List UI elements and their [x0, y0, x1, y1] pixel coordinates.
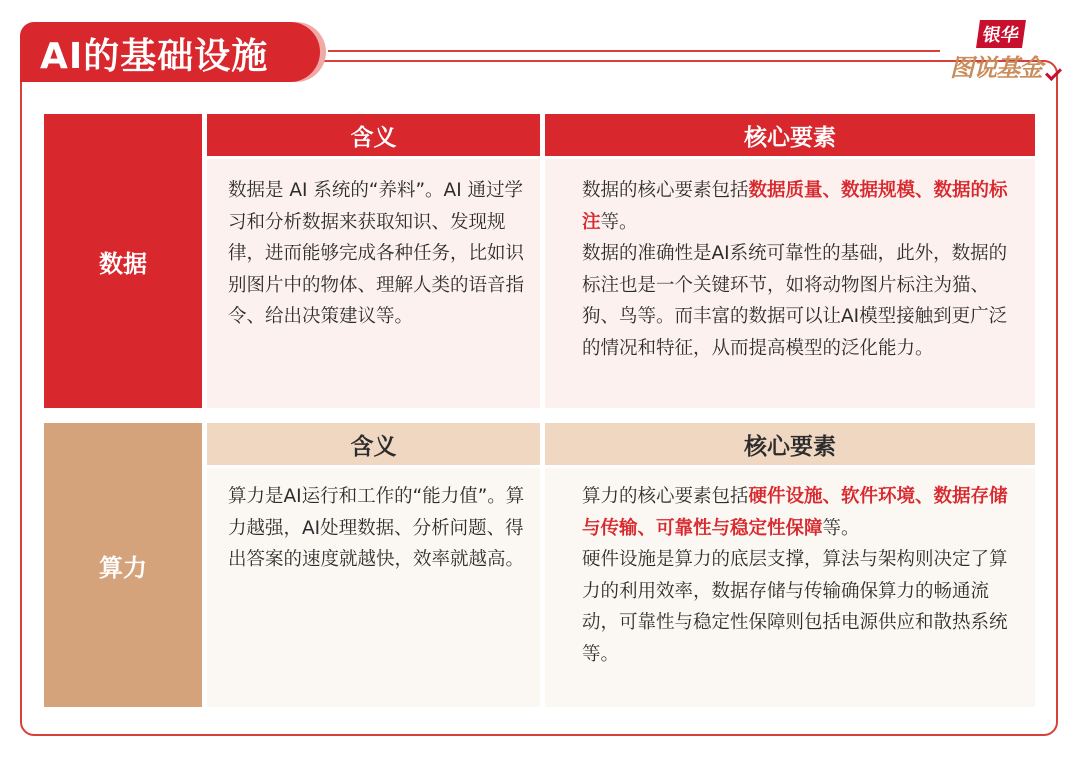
- section-compute-core-body: 硬件设施是算力的底层支撑，算法与架构则决定了算力的利用效率，数据存储与传输确保算力的畅通流动，可靠性与稳定性保障则包括电源供应和散热系统等。: [582, 549, 1008, 665]
- section-compute-core-intro: 算力的核心要素包括: [582, 486, 749, 507]
- logo-bottom-text: 图说基金: [950, 54, 1042, 82]
- logo-top-text: 银华: [976, 20, 1026, 48]
- section-data-core-cell: [545, 159, 1035, 408]
- section-compute-core-intro-end: 等。: [822, 517, 860, 539]
- section-compute-core-highlight: 硬件设施、软件环境、数据存储与传输、可靠性与稳定性保障: [582, 486, 1008, 539]
- section-data-core-body: 数据的准确性是AI系统可靠性的基础，此外，数据的标注也是一个关键环节，如将动物图片标注为猫、狗、鸟等。而丰富的数据可以让AI模型接触到更广泛的情况和特征，从而提高模型的泛化能力。: [582, 243, 1008, 359]
- section-data-meaning-text: 数据是 AI 系统的“养料”。AI 通过学习和分析数据来获取知识、发现规律，进而能够完成各种任务，比如识别图片中的物体、理解人类的语音指令、给出决策建议等。: [228, 180, 525, 327]
- section-data-core-header: 核心要素: [545, 114, 1035, 156]
- section-compute-meaning-header: 含义: [207, 423, 540, 465]
- section-data-meaning-cell: [207, 159, 540, 408]
- section-data-meaning-header: 含义: [207, 114, 540, 156]
- section-compute-core-cell: [545, 468, 1035, 707]
- check-mark-icon: [1045, 64, 1062, 81]
- section-compute-meaning-text: 算力是AI运行和工作的“能力值”。算力越强，AI处理数据、分析问题、得出答案的速度就越快，效率就越高。: [228, 486, 525, 570]
- section-data-core-highlight: 数据质量、数据规模、数据的标注: [582, 180, 1008, 233]
- section-label-compute: 算力: [44, 423, 202, 707]
- brand-logo: [948, 20, 1060, 80]
- section-compute-meaning-cell: [207, 468, 540, 707]
- page-title: AI的基础设施: [40, 36, 269, 77]
- section-data-core-intro-end: 等。: [600, 211, 638, 233]
- section-label-data: 数据: [44, 114, 202, 408]
- header-divider: [328, 50, 940, 52]
- section-data-core-intro: 数据的核心要素包括: [582, 180, 749, 201]
- section-compute-core-header: 核心要素: [545, 423, 1035, 465]
